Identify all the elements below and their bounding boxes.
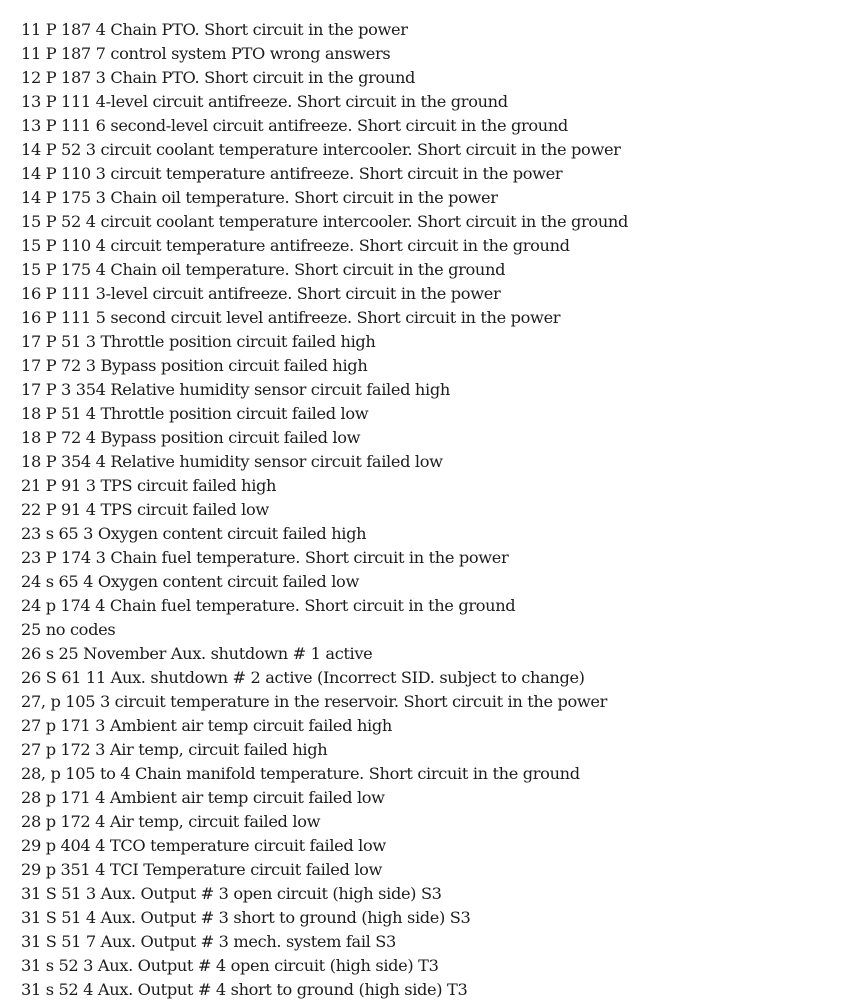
code-line: 23 P 174 3 Chain fuel temperature. Short circuit in the power: [21, 548, 509, 567]
code-line: 18 P 51 4 Throttle position circuit failed low: [21, 404, 369, 423]
code-line: 28 p 171 4 Ambient air temp circuit failed low: [21, 788, 385, 807]
code-line: 14 P 110 3 circuit temperature antifreeze. Short circuit in the power: [21, 164, 563, 183]
code-line: 31 s 52 3 Aux. Output # 4 open circuit (high side) T3: [21, 956, 439, 975]
code-line: 31 S 51 7 Aux. Output # 3 mech. system fail S3: [21, 932, 396, 951]
code-line: 25 no codes: [21, 620, 116, 639]
code-line: 11 P 187 7 control system PTO wrong answers: [21, 44, 391, 63]
code-line: 27, p 105 3 circuit temperature in the reservoir. Short circuit in the power: [21, 692, 608, 711]
code-line: 18 P 72 4 Bypass position circuit failed low: [21, 428, 361, 447]
code-line: 17 P 72 3 Bypass position circuit failed high: [21, 356, 368, 375]
code-line: 17 P 51 3 Throttle position circuit failed high: [21, 332, 376, 351]
code-line: 28 p 172 4 Air temp, circuit failed low: [21, 812, 321, 831]
code-line: 23 s 65 3 Oxygen content circuit failed high: [21, 524, 367, 543]
code-line: 16 P 111 3-level circuit antifreeze. Short circuit in the power: [21, 284, 501, 303]
code-line: 24 p 174 4 Chain fuel temperature. Short circuit in the ground: [21, 596, 516, 615]
code-line: 28, p 105 to 4 Chain manifold temperature. Short circuit in the ground: [21, 764, 580, 783]
code-line: 14 P 52 3 circuit coolant temperature intercooler. Short circuit in the power: [21, 140, 621, 159]
code-line: 22 P 91 4 TPS circuit failed low: [21, 500, 269, 519]
code-line: 27 p 171 3 Ambient air temp circuit failed high: [21, 716, 392, 735]
code-line: 24 s 65 4 Oxygen content circuit failed low: [21, 572, 359, 591]
code-line: 15 P 52 4 circuit coolant temperature intercooler. Short circuit in the ground: [21, 212, 628, 231]
code-line: 17 P 3 354 Relative humidity sensor circuit failed high: [21, 380, 450, 399]
fault-code-list: [21, 18, 628, 1002]
code-line: 29 p 404 4 TCO temperature circuit failed low: [21, 836, 386, 855]
code-line: 13 P 111 6 second-level circuit antifreeze. Short circuit in the ground: [21, 116, 568, 135]
code-line: 11 P 187 4 Chain PTO. Short circuit in the power: [21, 20, 408, 39]
code-line: 27 p 172 3 Air temp, circuit failed high: [21, 740, 328, 759]
code-line: 15 P 175 4 Chain oil temperature. Short circuit in the ground: [21, 260, 506, 279]
code-line: 14 P 175 3 Chain oil temperature. Short circuit in the power: [21, 188, 498, 207]
code-line: 29 p 351 4 TCI Temperature circuit failed low: [21, 860, 383, 879]
code-line: 18 P 354 4 Relative humidity sensor circuit failed low: [21, 452, 443, 471]
code-line: 31 S 51 4 Aux. Output # 3 short to ground (high side) S3: [21, 908, 471, 927]
code-line: 31 s 52 4 Aux. Output # 4 short to ground (high side) T3: [21, 980, 468, 999]
code-line: 26 s 25 November Aux. shutdown # 1 active: [21, 644, 373, 663]
code-line: 31 S 51 3 Aux. Output # 3 open circuit (high side) S3: [21, 884, 442, 903]
code-line: 16 P 111 5 second circuit level antifreeze. Short circuit in the power: [21, 308, 561, 327]
code-line: 26 S 61 11 Aux. shutdown # 2 active (Incorrect SID. subject to change): [21, 668, 585, 687]
code-line: 21 P 91 3 TPS circuit failed high: [21, 476, 277, 495]
code-line: 15 P 110 4 circuit temperature antifreeze. Short circuit in the ground: [21, 236, 570, 255]
code-line: 12 P 187 3 Chain PTO. Short circuit in the ground: [21, 68, 416, 87]
code-line: 13 P 111 4-level circuit antifreeze. Short circuit in the ground: [21, 92, 508, 111]
